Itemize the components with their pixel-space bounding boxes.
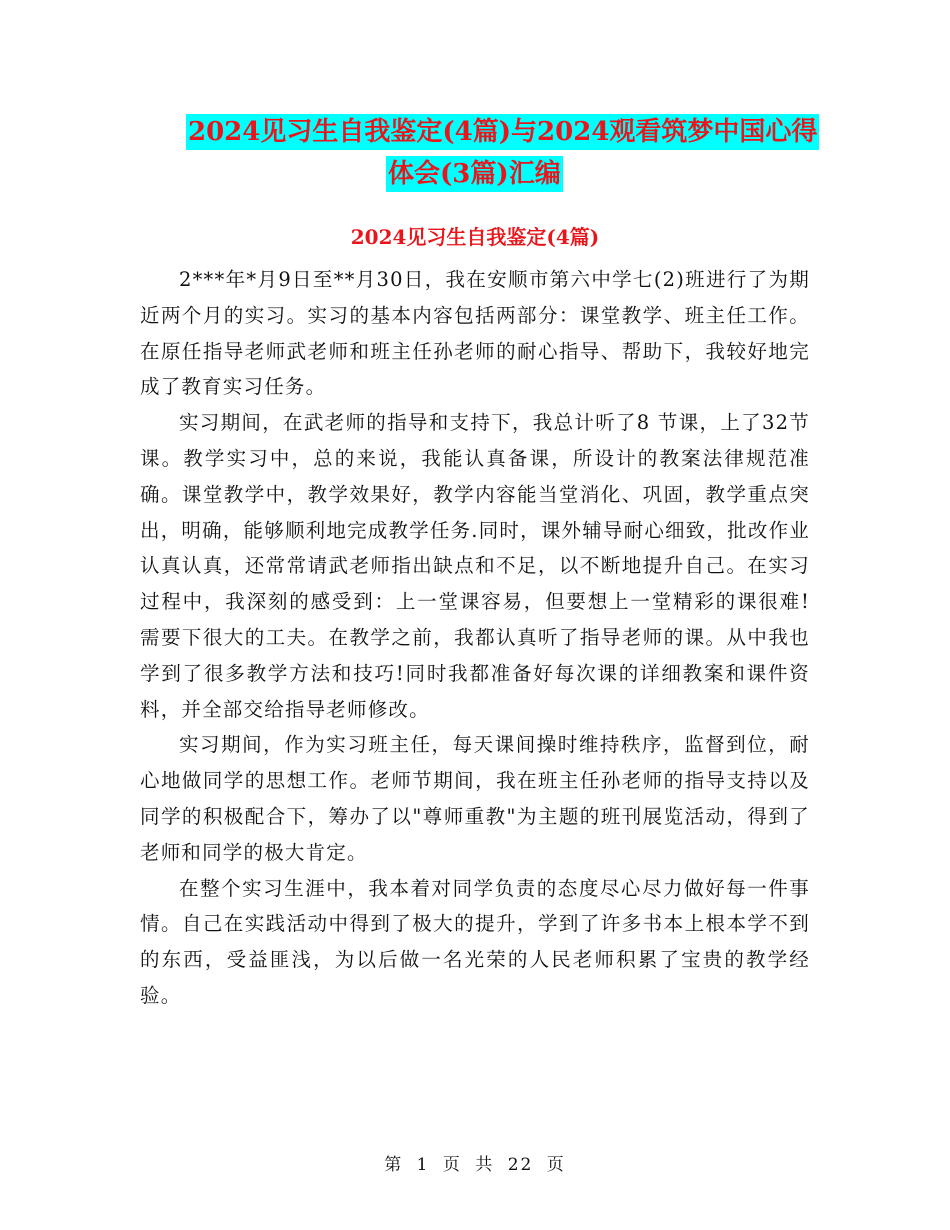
- section-heading: 2024见习生自我鉴定(4篇): [350, 225, 600, 249]
- document-title-line-2: 体会(3篇)汇编: [386, 156, 563, 192]
- paragraph-2: 实习期间，在武老师的指导和支持下，我总计听了8 节课，上了32节课。教学实习中，总的来说，我能认真备课，所设计的教案法律规范准确。课堂教学中，教学效果好，教学内容能当堂消化、巩固，教学重点突出，明确，能够顺利地完成教学任务.同时，课外辅导耐心细致，批改作业认真认真，还常常请武老师指出缺点和不足，以不断地提升自己。在实习过程中，我深刻的感受到：上一堂课容易，但要想上一堂精彩的课很难!需要下很大的工夫。在教学之前，我都认真听了指导老师的课。从中我也学到了很多教学方法和技巧!同时我都准备好每次课的详细教案和课件资料，并全部交给指导老师修改。: [140, 411, 810, 721]
- paragraph-4: 在整个实习生涯中，我本着对同学负责的态度尽心尽力做好每一件事情。自己在实践活动中得到了极大的提升，学到了许多书本上根本学不到的东西，受益匪浅，为以后做一名光荣的人民老师积累了宝贵的教学经验。: [140, 876, 810, 1007]
- page-footer: 第 1 页 共 22 页: [384, 1155, 566, 1175]
- document-body: [140, 262, 810, 1014]
- document-title-line-1: 2024见习生自我鉴定(4篇)与2024观看筑梦中国心得: [186, 114, 819, 150]
- paragraph-3: 实习期间，作为实习班主任，每天课间操时维持秩序，监督到位，耐心地做同学的思想工作。老师节期间，我在班主任孙老师的指导支持以及同学的积极配合下，筹办了以"尊师重教"为主题的班刊展览活动，得到了老师和同学的极大肯定。: [140, 733, 810, 864]
- paragraph-1: 2***年*月9日至**月30日，我在安顺市第六中学七(2)班进行了为期近两个月的实习。实习的基本内容包括两部分：课堂教学、班主任工作。在原任指导老师武老师和班主任孙老师的耐心指导、帮助下，我较好地完成了教育实习任务。: [140, 268, 810, 399]
